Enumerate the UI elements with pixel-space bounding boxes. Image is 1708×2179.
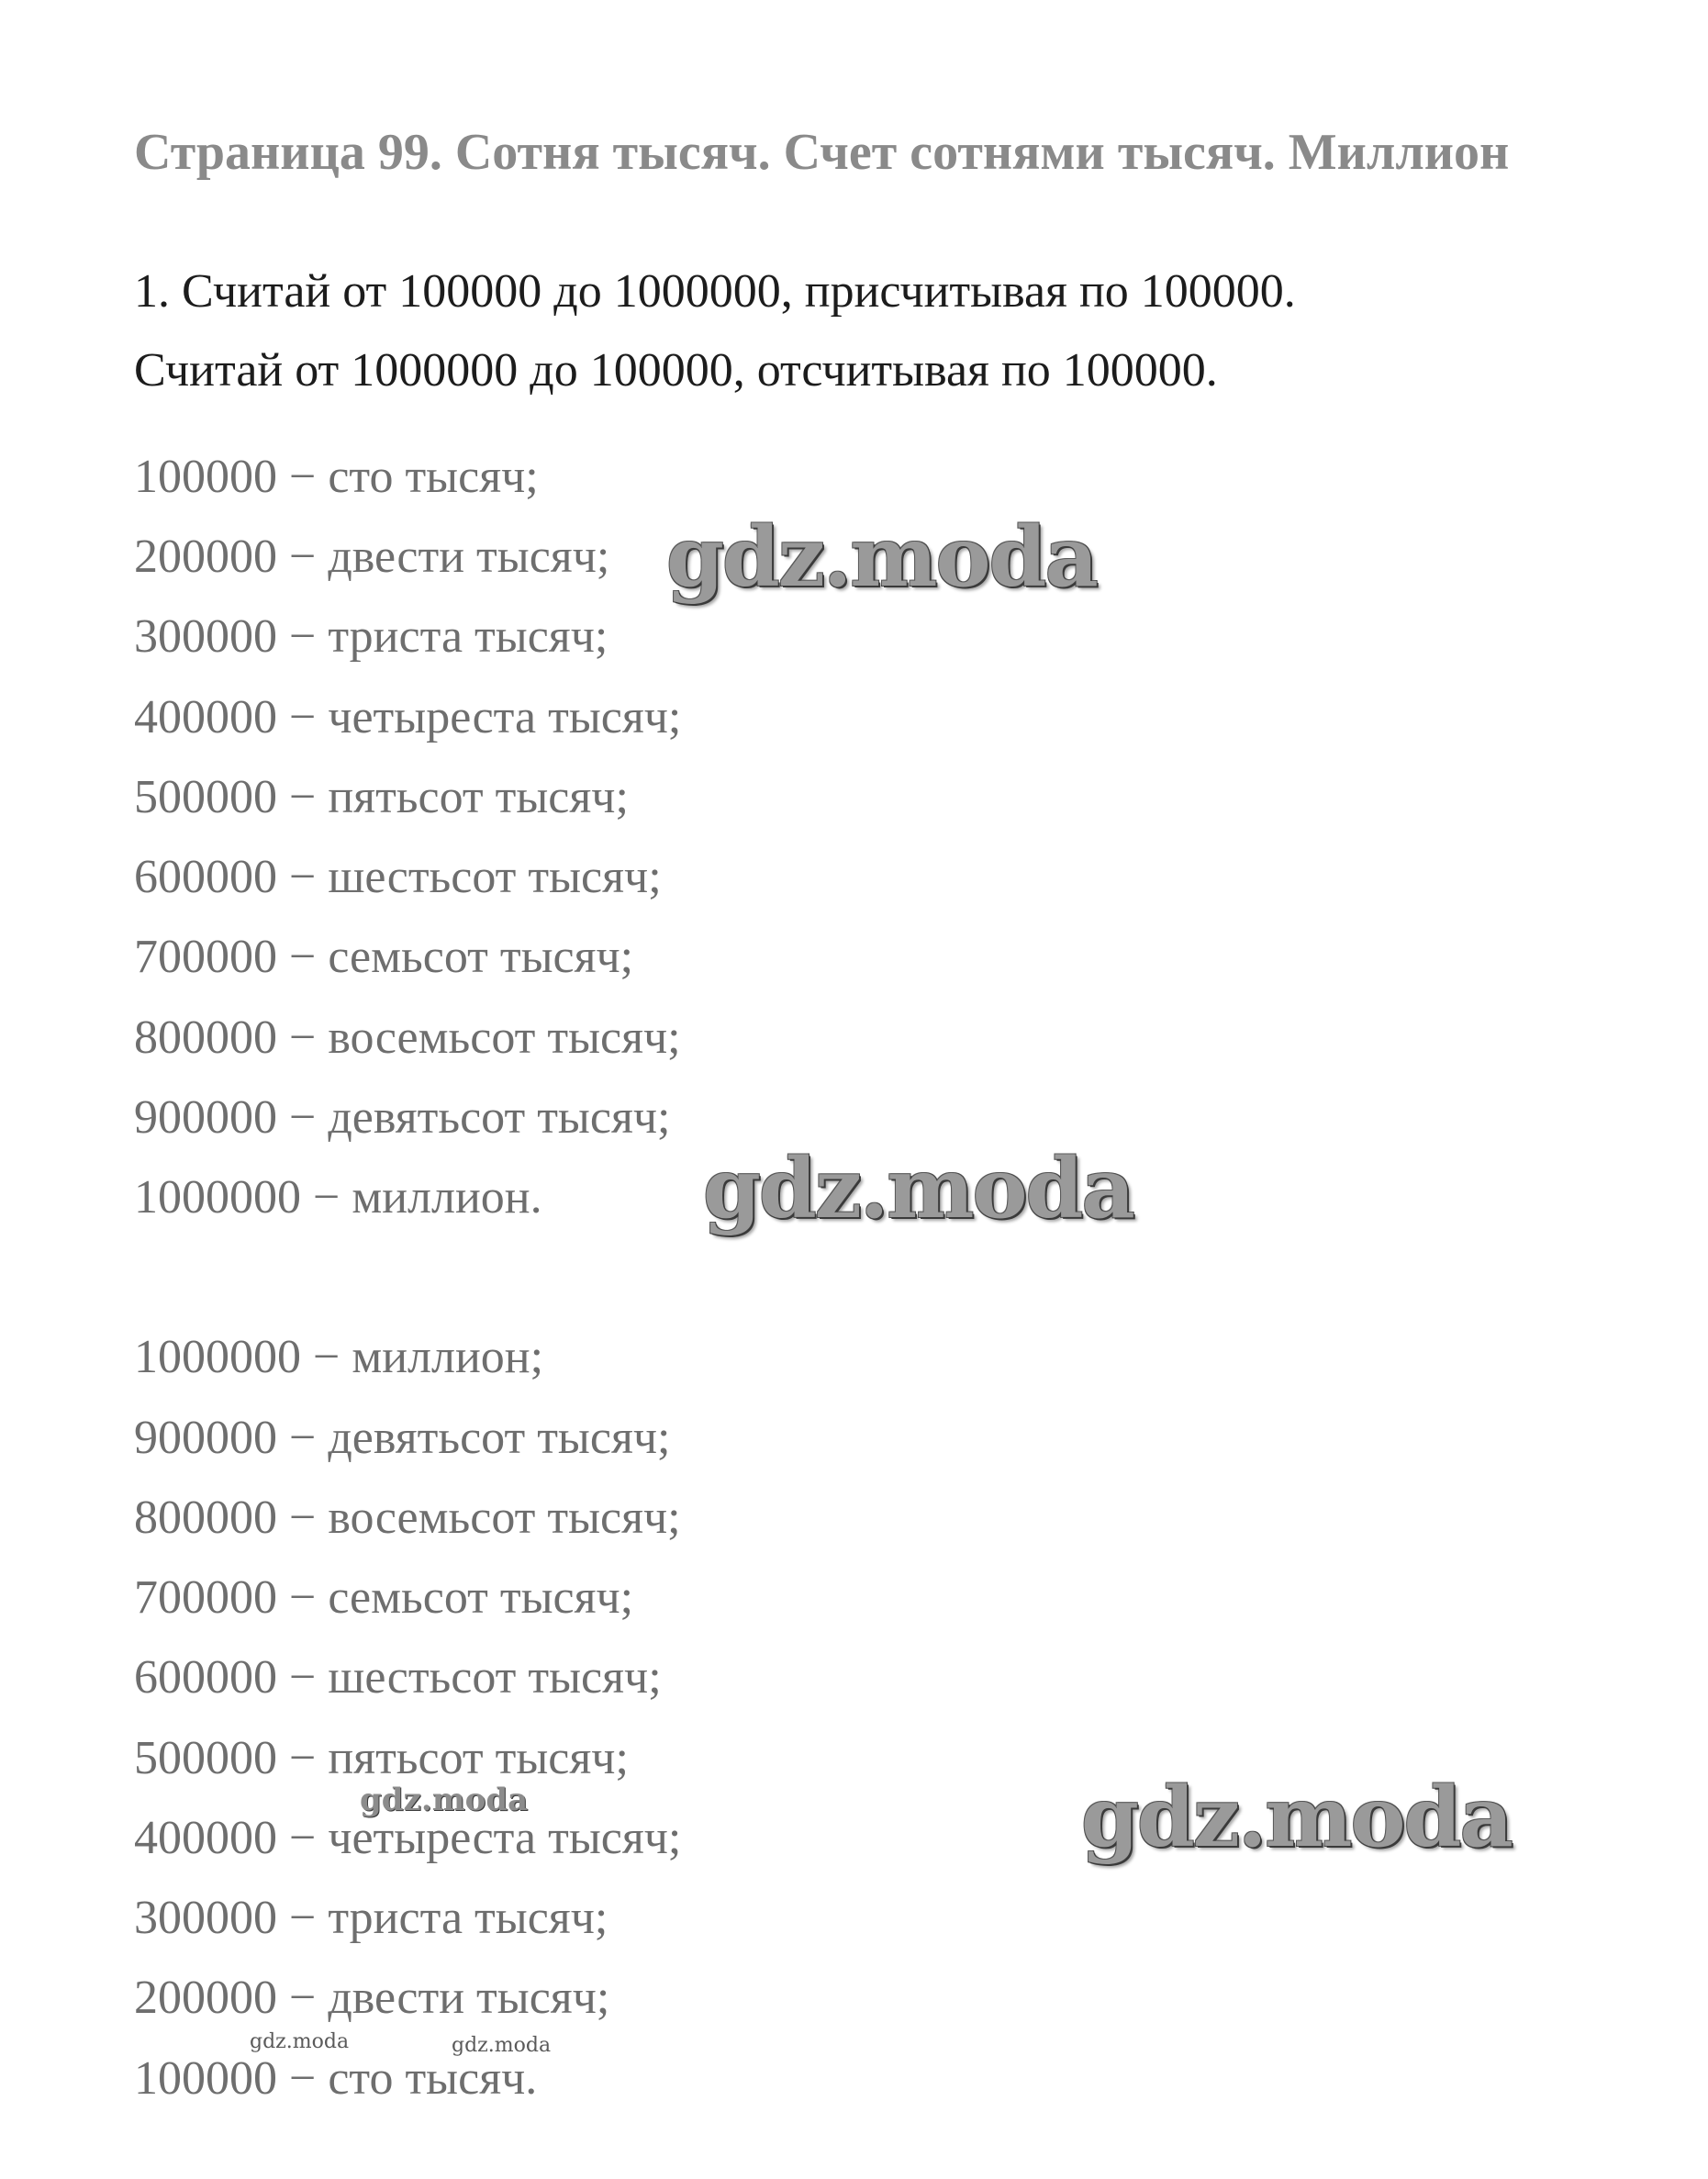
list-item: 100000 − сто тысяч; [134,451,539,503]
task-line-1: 1. Считай от 100000 до 1000000, присчитывая по 100000. [134,265,1296,318]
list-item: 1000000 − миллион; [134,1331,544,1383]
list-item: 200000 − двести тысяч; [134,531,610,583]
list-item: 800000 − восемьсот тысяч; [134,1011,681,1064]
list-item: 900000 − девятьсот тысяч; [134,1412,671,1464]
list-item: 600000 − шестьсот тысяч; [134,851,662,903]
list-item: 300000 − триста тысяч; [134,610,608,663]
list-item: 100000 − сто тысяч. [134,2052,538,2105]
list-item: 500000 − пятьсот тысяч; [134,771,629,823]
task-line-2: Считай от 1000000 до 100000, отсчитывая по 100000. [134,344,1218,397]
list-item: 300000 − триста тысяч; [134,1892,608,1944]
list-item: 400000 − четыреста тысяч; [134,1812,682,1864]
list-item: 900000 − девятьсот тысяч; [134,1091,671,1144]
list-item: 600000 − шестьсот тысяч; [134,1651,662,1704]
list-item: 200000 − двести тысяч; [134,1972,610,2024]
list-item: 700000 − семьсот тысяч; [134,931,634,983]
page-title: Страница 99. Сотня тысяч. Счет сотнями тысяч. Миллион [134,124,1510,181]
list-item: 400000 − четыреста тысяч; [134,691,682,743]
list-item: 800000 − восемьсот тысяч; [134,1492,681,1544]
watermark: gdz.moda [250,2030,350,2053]
list-item: 700000 − семьсот тысяч; [134,1571,634,1624]
watermark: gdz.moda [703,1140,1133,1237]
watermark: gdz.moda [1081,1769,1512,1866]
watermark: gdz.moda [666,508,1097,606]
watermark: gdz.moda [360,1782,529,1818]
list-item: 500000 − пятьсот тысяч; [134,1732,629,1784]
watermark: gdz.moda [452,2034,552,2057]
list-item: 1000000 − миллион. [134,1171,542,1224]
